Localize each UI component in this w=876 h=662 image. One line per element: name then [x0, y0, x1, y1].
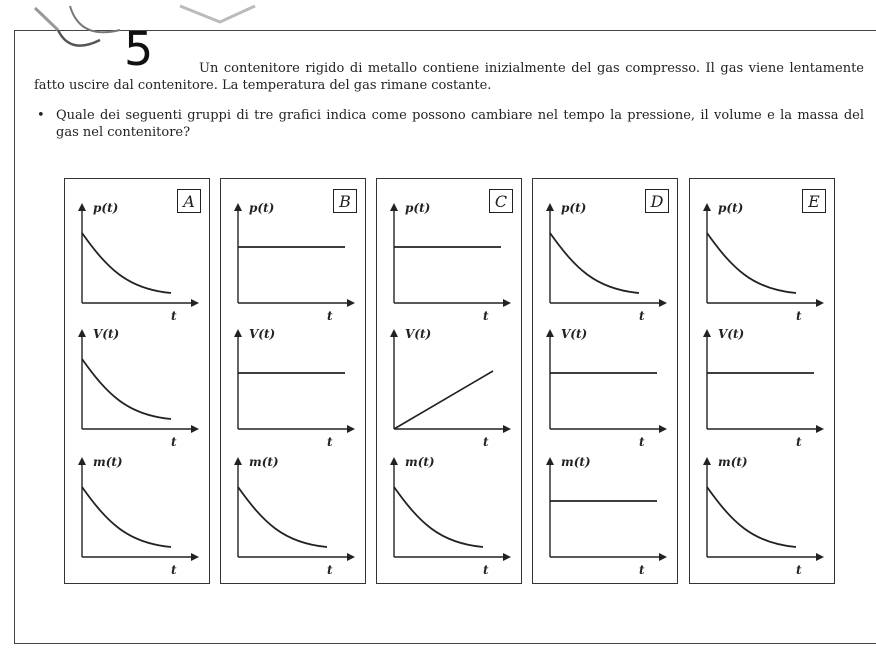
graph-curve-decay	[394, 487, 483, 547]
graph-curve-decay	[82, 487, 171, 547]
graph-axes	[533, 447, 679, 577]
y-axis-arrow-icon	[234, 457, 242, 465]
graph-y-label: m(t)	[249, 455, 279, 469]
graph-axes	[65, 447, 211, 577]
x-axis-arrow-icon	[816, 425, 824, 433]
x-axis-arrow-icon	[347, 299, 355, 307]
graph-volume	[533, 319, 679, 449]
graph-curve-decay	[82, 233, 171, 293]
graph-x-label: t	[639, 309, 645, 323]
graph-axes	[221, 193, 367, 323]
y-axis-arrow-icon	[78, 457, 86, 465]
x-axis-arrow-icon	[816, 553, 824, 561]
y-axis-arrow-icon	[390, 457, 398, 465]
y-axis-arrow-icon	[546, 457, 554, 465]
graph-axes	[690, 447, 836, 577]
graph-mass	[533, 447, 679, 577]
x-axis-arrow-icon	[503, 425, 511, 433]
graph-x-label: t	[483, 563, 489, 577]
question-prompt: Quale dei seguenti gruppi di tre grafici indica come possono cambiare nel tempo la pressione, il volume e la massa del gas nel contenitore?	[56, 108, 864, 140]
graph-axes	[221, 319, 367, 449]
graph-y-label: V(t)	[561, 327, 588, 341]
graph-y-label: m(t)	[93, 455, 123, 469]
graph-y-label: p(t)	[718, 201, 744, 215]
graph-y-label: m(t)	[561, 455, 591, 469]
y-axis-arrow-icon	[546, 203, 554, 211]
graph-curve-decay	[238, 487, 327, 547]
graph-curve-decay	[707, 233, 796, 293]
graph-y-label: p(t)	[561, 201, 587, 215]
graph-x-label: t	[796, 435, 802, 449]
graph-curve-decay	[550, 233, 639, 293]
graph-x-label: t	[171, 563, 177, 577]
graph-x-label: t	[171, 435, 177, 449]
graph-mass	[377, 447, 523, 577]
graph-mass	[65, 447, 211, 577]
option-letter: D	[645, 189, 669, 213]
x-axis-arrow-icon	[191, 425, 199, 433]
graph-mass	[690, 447, 836, 577]
graph-y-label: p(t)	[405, 201, 431, 215]
y-axis-arrow-icon	[78, 329, 86, 337]
bullet-icon: •	[37, 108, 45, 123]
x-axis-arrow-icon	[659, 425, 667, 433]
graph-axes	[377, 319, 523, 449]
option-letter: A	[177, 189, 201, 213]
graph-x-label: t	[327, 309, 333, 323]
x-axis-arrow-icon	[191, 553, 199, 561]
option-panel-d[interactable]	[532, 178, 678, 584]
graph-axes	[533, 319, 679, 449]
option-panel-e[interactable]	[689, 178, 835, 584]
option-panel-c[interactable]	[376, 178, 522, 584]
graph-volume	[690, 319, 836, 449]
option-panel-a[interactable]	[64, 178, 210, 584]
x-axis-arrow-icon	[191, 299, 199, 307]
option-letter: C	[489, 189, 513, 213]
x-axis-arrow-icon	[503, 299, 511, 307]
graph-volume	[377, 319, 523, 449]
y-axis-arrow-icon	[703, 329, 711, 337]
graph-x-label: t	[639, 435, 645, 449]
graph-x-label: t	[327, 435, 333, 449]
graph-pressure	[690, 193, 836, 323]
graph-axes	[690, 193, 836, 323]
y-axis-arrow-icon	[78, 203, 86, 211]
graph-x-label: t	[639, 563, 645, 577]
option-panel-b[interactable]	[220, 178, 366, 584]
graph-volume	[221, 319, 367, 449]
question-intro: Un contenitore rigido di metallo contiene inizialmente del gas compresso. Il gas viene lentamente fatto uscire dal contenitore. La temperatura del gas rimane costante.	[34, 61, 864, 93]
y-axis-arrow-icon	[390, 329, 398, 337]
graph-x-label: t	[327, 563, 333, 577]
graph-y-label: V(t)	[405, 327, 432, 341]
y-axis-arrow-icon	[390, 203, 398, 211]
y-axis-arrow-icon	[546, 329, 554, 337]
x-axis-arrow-icon	[816, 299, 824, 307]
option-letter: E	[802, 189, 826, 213]
option-letter: B	[333, 189, 357, 213]
graph-axes	[221, 447, 367, 577]
question-number: 5	[124, 22, 154, 76]
x-axis-arrow-icon	[659, 299, 667, 307]
y-axis-arrow-icon	[234, 203, 242, 211]
graph-curve-decay	[82, 359, 171, 419]
x-axis-arrow-icon	[659, 553, 667, 561]
graph-x-label: t	[483, 309, 489, 323]
graph-axes	[690, 319, 836, 449]
graph-volume	[65, 319, 211, 449]
x-axis-arrow-icon	[503, 553, 511, 561]
graph-pressure	[65, 193, 211, 323]
graph-curve-decay	[707, 487, 796, 547]
graph-y-label: V(t)	[718, 327, 745, 341]
graph-x-label: t	[483, 435, 489, 449]
graph-y-label: V(t)	[249, 327, 276, 341]
graph-axes	[65, 319, 211, 449]
graph-axes	[533, 193, 679, 323]
y-axis-arrow-icon	[703, 457, 711, 465]
graph-pressure	[221, 193, 367, 323]
y-axis-arrow-icon	[703, 203, 711, 211]
graph-x-label: t	[796, 563, 802, 577]
graph-mass	[221, 447, 367, 577]
graph-axes	[377, 447, 523, 577]
graph-x-label: t	[796, 309, 802, 323]
graph-axes	[377, 193, 523, 323]
graph-pressure	[533, 193, 679, 323]
x-axis-arrow-icon	[347, 425, 355, 433]
graph-y-label: m(t)	[405, 455, 435, 469]
y-axis-arrow-icon	[234, 329, 242, 337]
graph-pressure	[377, 193, 523, 323]
graph-axes	[65, 193, 211, 323]
graph-x-label: t	[171, 309, 177, 323]
x-axis-arrow-icon	[347, 553, 355, 561]
graph-y-label: p(t)	[93, 201, 119, 215]
graph-y-label: V(t)	[93, 327, 120, 341]
graph-y-label: p(t)	[249, 201, 275, 215]
graph-y-label: m(t)	[718, 455, 748, 469]
graph-curve-increasing	[394, 371, 493, 429]
